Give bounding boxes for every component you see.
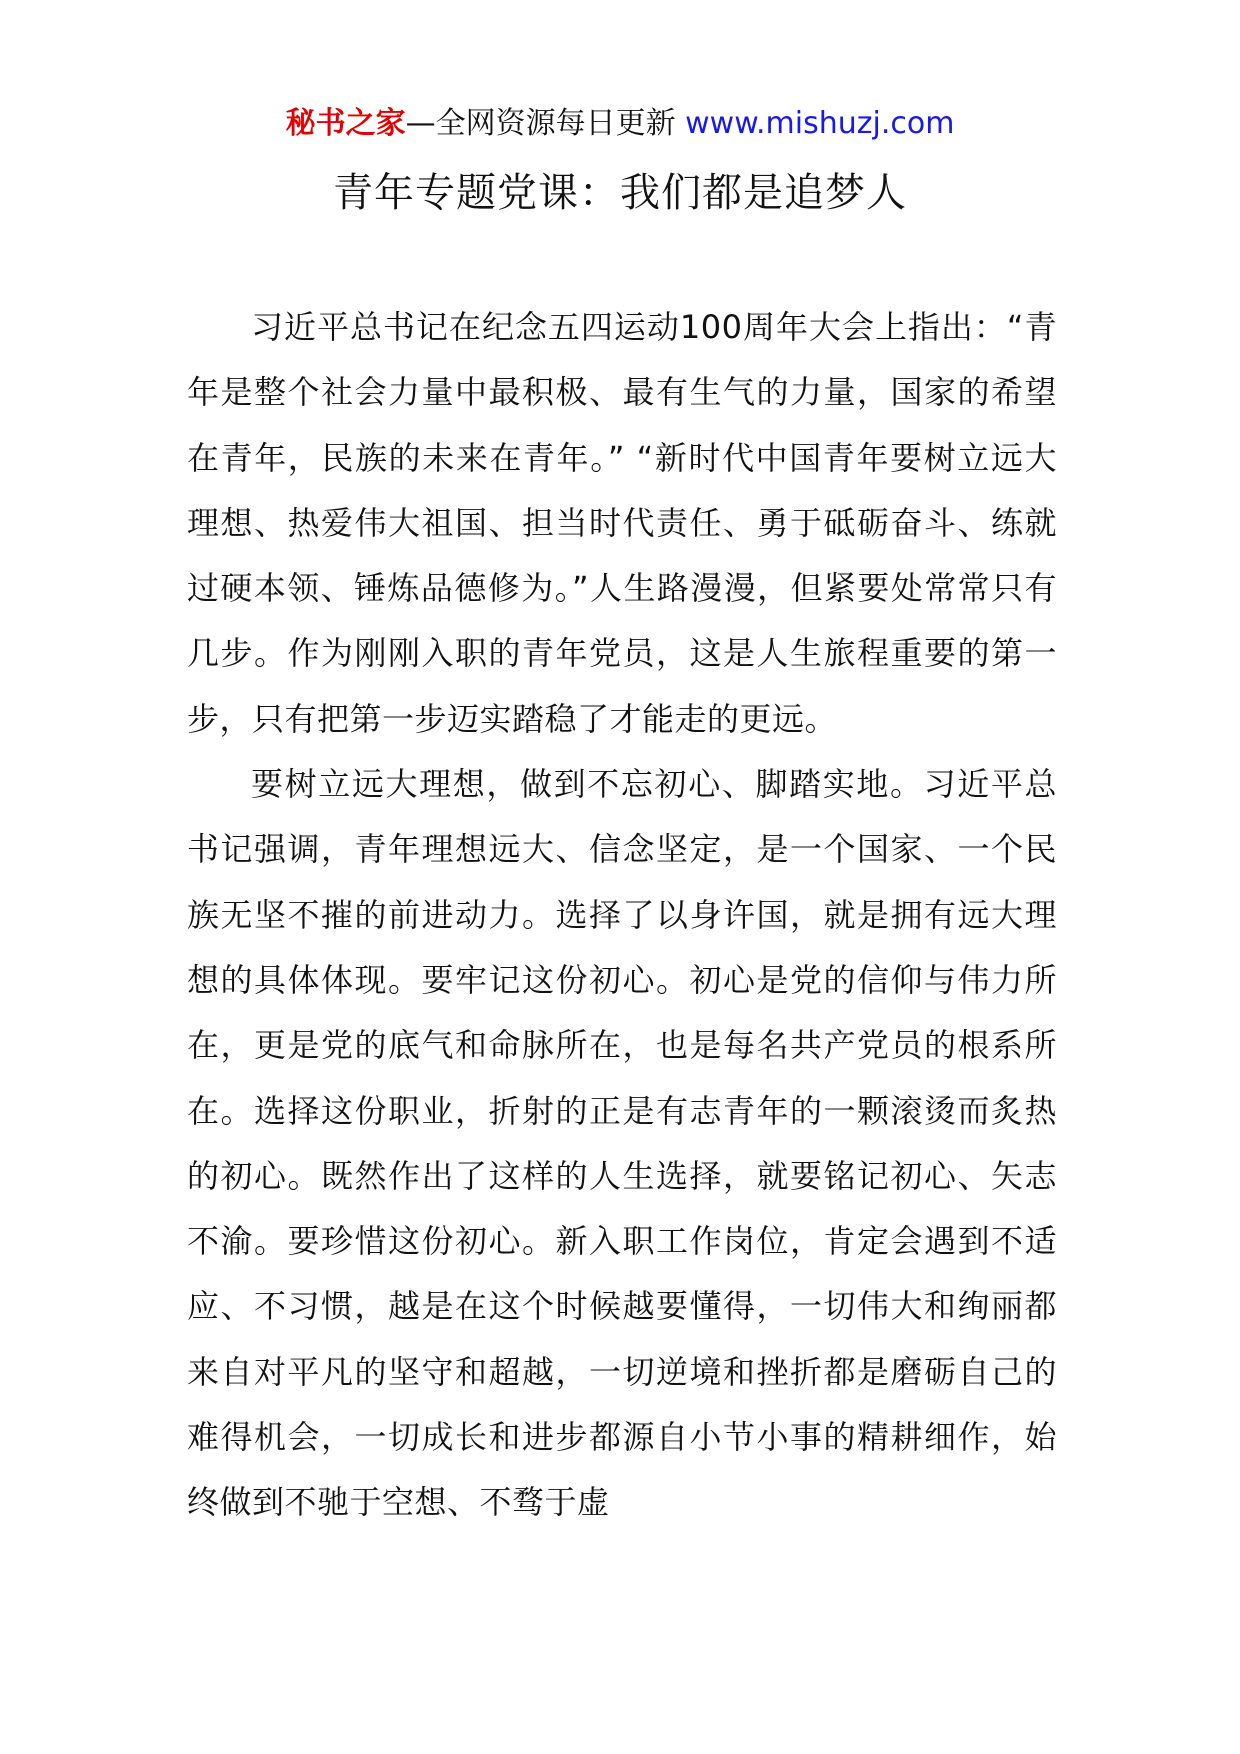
brand-name: 秘书之家 — [285, 106, 406, 141]
document-body — [187, 295, 1057, 1536]
paragraph-2: 要树立远大理想，做到不忘初心、脚踏实地。习近平总书记强调，青年理想远大、信念坚定，是一个国家、一个民族无坚不摧的前进动力。选择了以身许国，就是拥有远大理想的具体体现。要牢记这份初心。初心是党的信仰与伟力所在，更是党的底气和命脉所在，也是每名共产党员的根系所在。选择这份职业，折射的正是有志青年的一颗滚烫而炙热的初心。既然作出了这样的人生选择，就要铭记初心、矢志不渝。要珍惜这份初心。新入职工作岗位，肯定会遇到不适应、不习惯，越是在这个时候越要懂得，一切伟大和绚丽都来自对平凡的坚守和超越，一切逆境和挫折都是磨砺自己的难得机会，一切成长和进步都源自小节小事的精耕细作，始终做到不驰于空想、不骛于虚 — [187, 765, 1057, 1522]
site-url-link[interactable]: www.mishuzj.com — [685, 106, 955, 141]
site-header — [0, 102, 1240, 146]
paragraph-1: 习近平总书记在纪念五四运动100周年大会上指出：“青年是整个社会力量中最积极、最有生气的力量，国家的希望在青年，民族的未来在青年。” “新时代中国青年要树立远大理想、热爱伟大祖国、担当时代责任、勇于砥砺奋斗、练就过硬本领、锤炼品德修为。”人生路漫漫，但紧要处常常只有几步。作为刚刚入职的青年党员，这是人生旅程重要的第一步，只有把第一步迈实踏稳了才能走的更远。 — [187, 308, 1057, 738]
document-title: 青年专题党课：我们都是追梦人 — [333, 170, 907, 216]
header-slogan: —全网资源每日更新 — [405, 106, 686, 141]
